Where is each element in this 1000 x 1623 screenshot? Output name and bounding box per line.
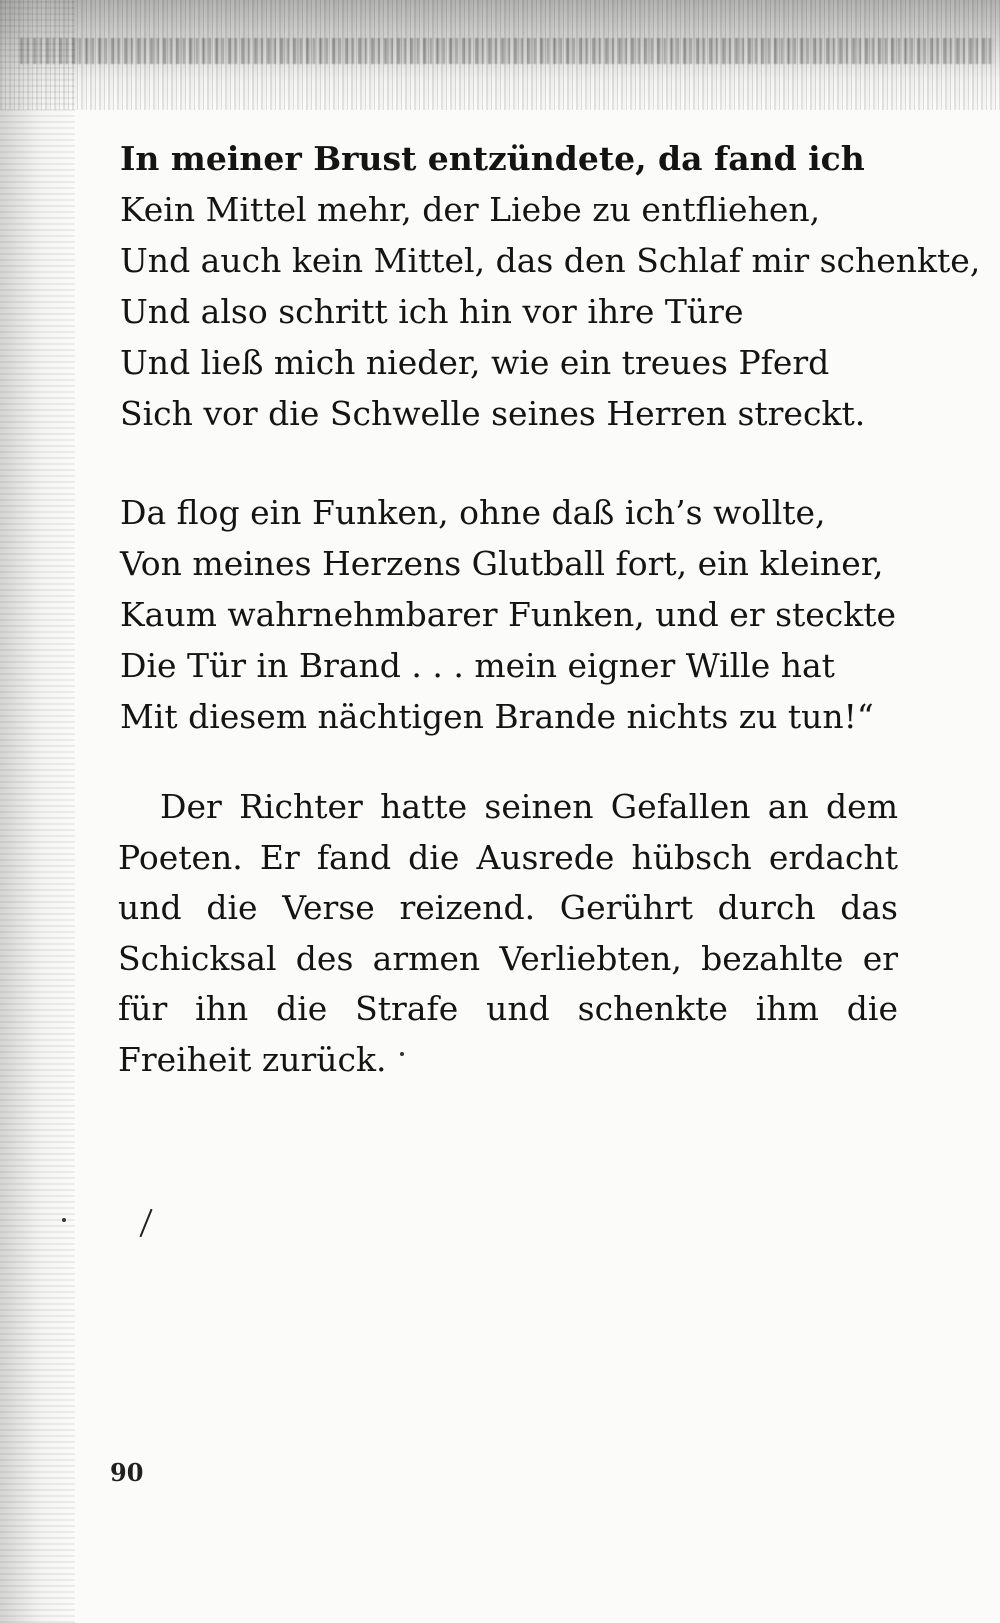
prose-paragraph: Der Richter hatte seinen Gefallen an dem Poeten. Er fand die Ausrede hübsch erdacht und die Verse reizend. Gerührt durch das Schicksal des armen Verliebten, bezahlte er für ihn die Strafe und schenkte ihm die Freiheit zurück. xyxy=(118,787,898,1079)
verse-stanza-2 xyxy=(120,487,900,742)
verse-stanza-1 xyxy=(120,133,981,439)
verse-line: Von meines Herzens Glutball fort, ein kleiner, xyxy=(120,544,884,583)
page-number: 90 xyxy=(110,1458,144,1487)
scan-edge-left xyxy=(0,0,75,1623)
verse-line: In meiner Brust entzündete, da fand ich xyxy=(120,139,865,178)
ink-speck xyxy=(400,1052,404,1056)
verse-line: Und also schritt ich hin vor ihre Türe xyxy=(120,292,744,331)
verse-line: Kein Mittel mehr, der Liebe zu entfliehen, xyxy=(120,190,821,229)
stray-mark xyxy=(139,1209,152,1238)
scan-noise-band xyxy=(20,38,995,64)
verse-line: Und ließ mich nieder, wie ein treues Pferd xyxy=(120,343,830,382)
verse-line: Da flog ein Funken, ohne daß ich’s wollte, xyxy=(120,493,826,532)
verse-line: Die Tür in Brand . . . mein eigner Wille hat xyxy=(120,646,835,685)
verse-line: Und auch kein Mittel, das den Schlaf mir schenkte, xyxy=(120,241,981,280)
ink-speck xyxy=(62,1218,66,1222)
verse-line: Sich vor die Schwelle seines Herren streckt. xyxy=(120,394,866,433)
verse-line: Kaum wahrnehmbarer Funken, und er steckte xyxy=(120,595,897,634)
verse-line: Mit diesem nächtigen Brande nichts zu tun!“ xyxy=(120,697,874,736)
